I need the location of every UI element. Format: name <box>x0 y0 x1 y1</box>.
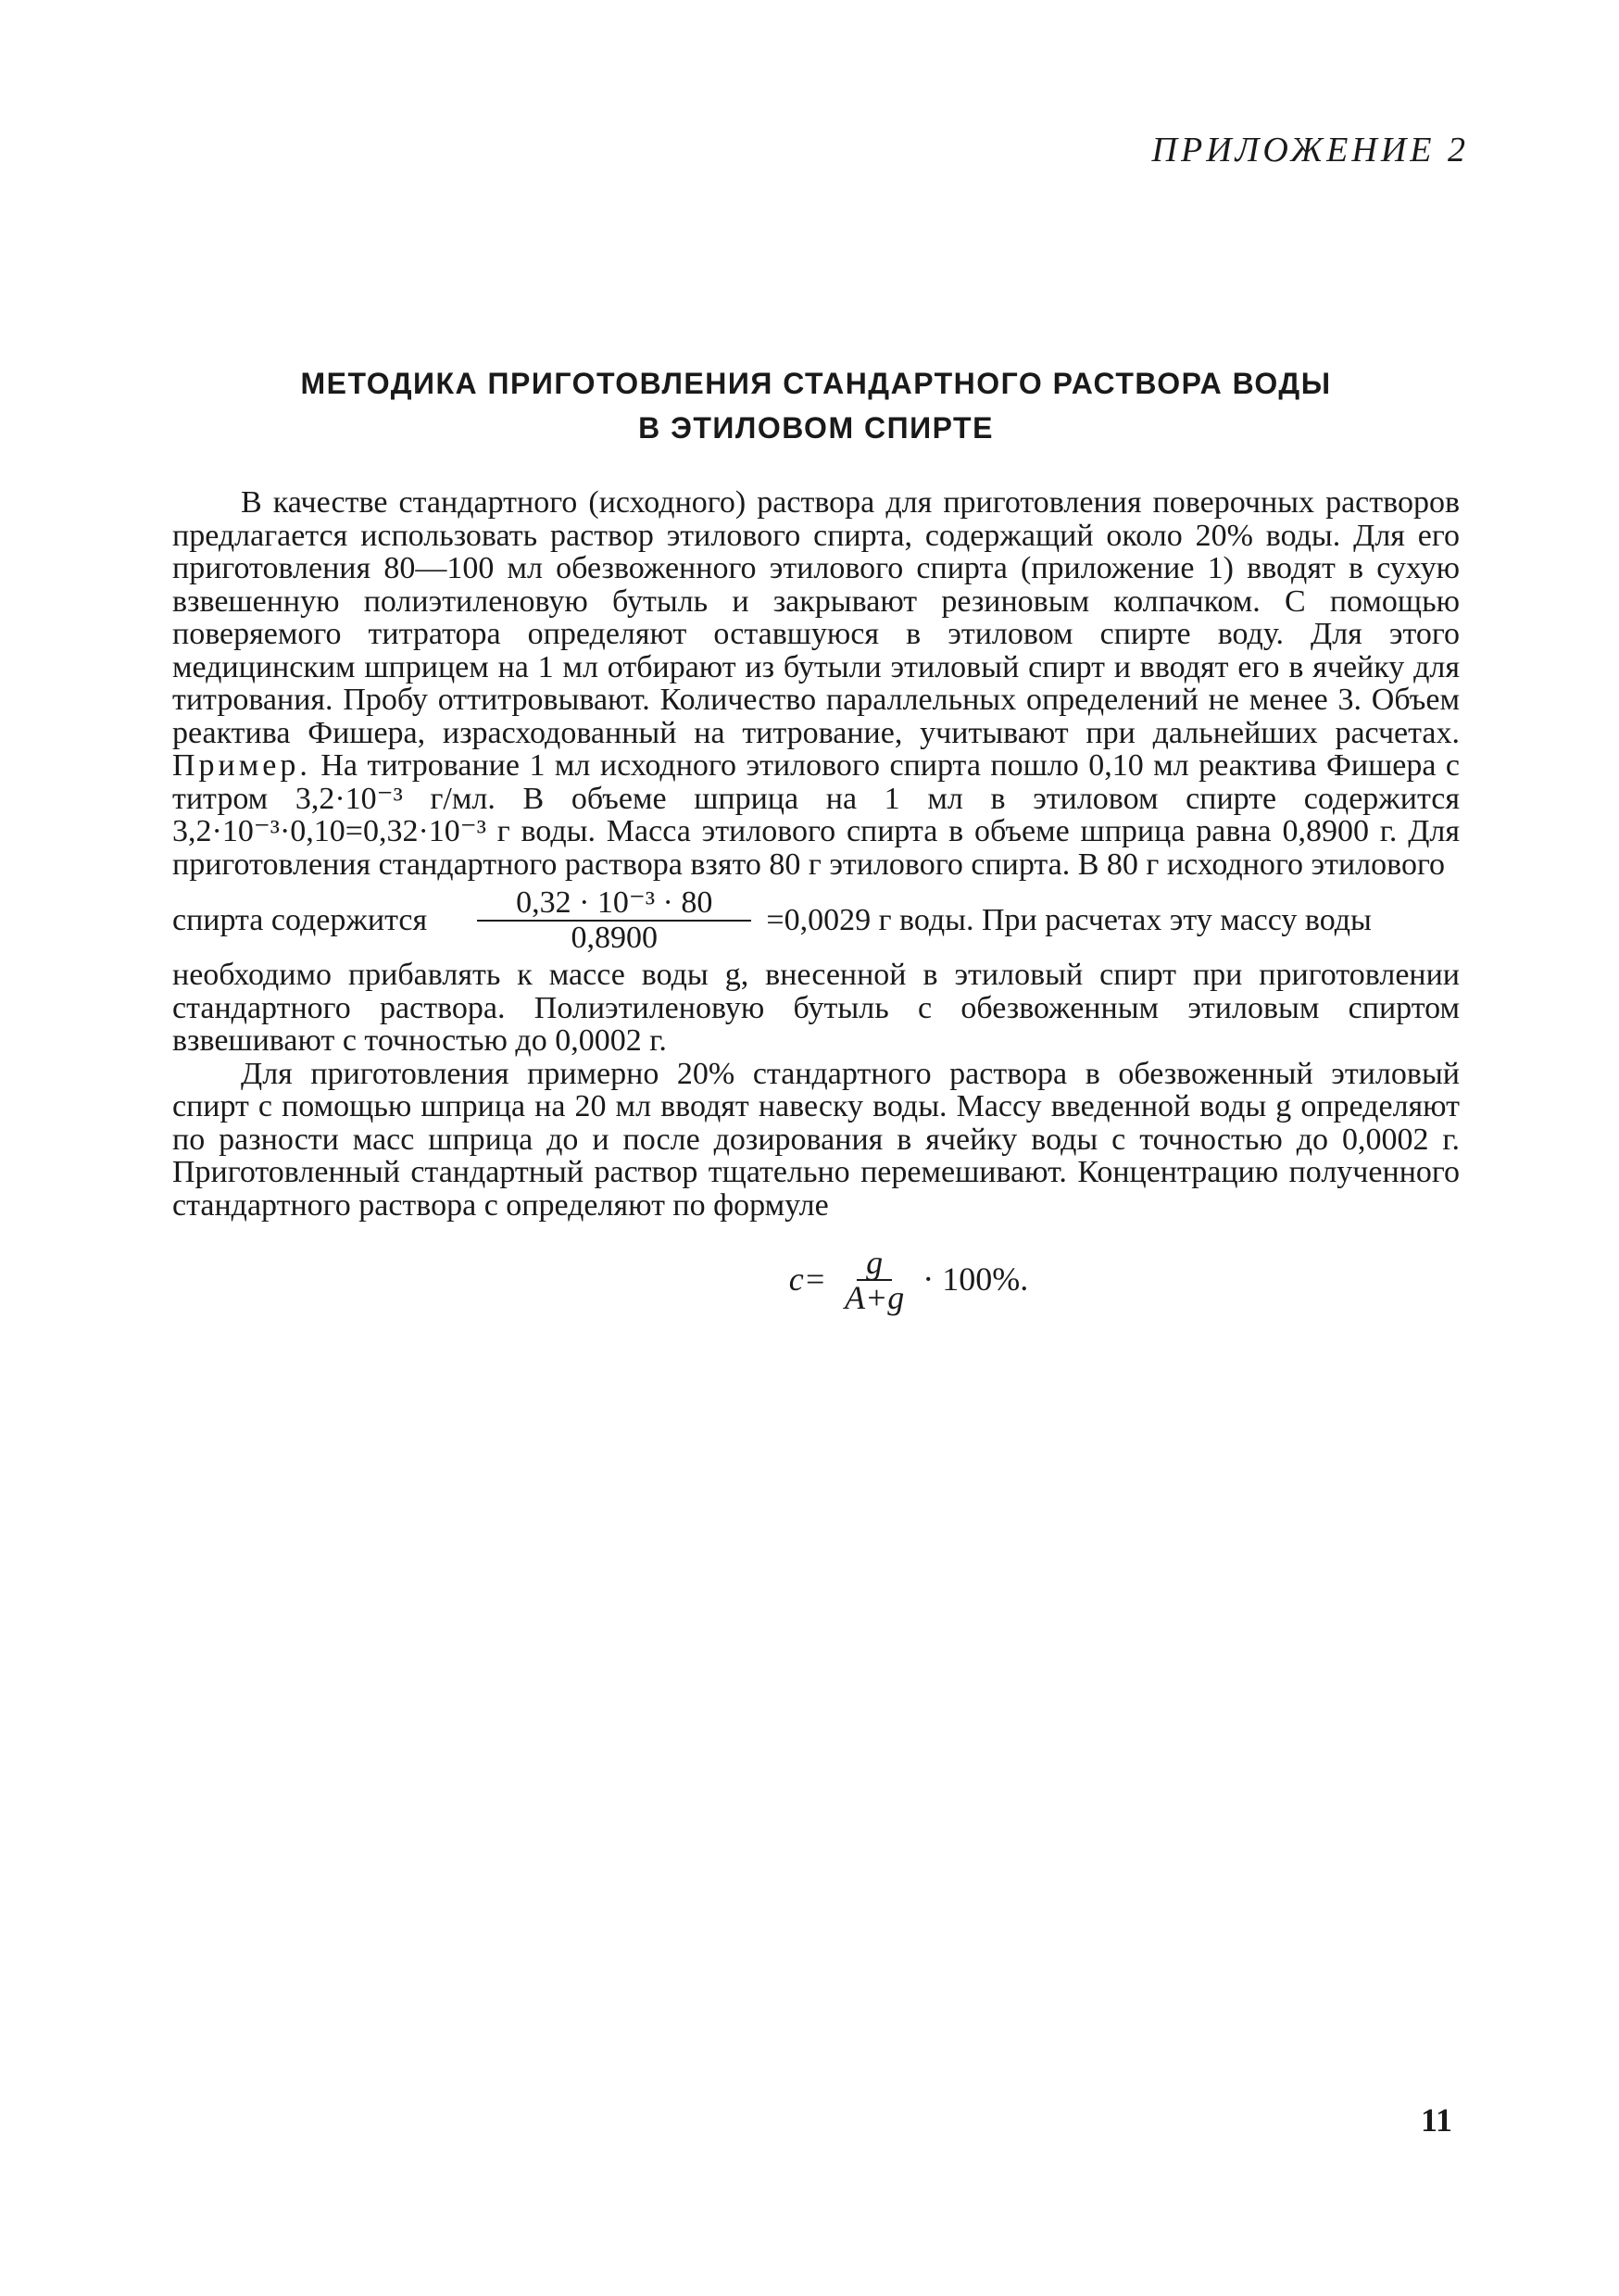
calculation-line <box>172 886 1460 955</box>
appendix-label: ПРИЛОЖЕНИЕ 2 <box>1151 131 1469 169</box>
formula-denominator: A+g <box>845 1279 905 1316</box>
calc-result: =0,0029 г воды. При расчетах эту массу воды <box>766 903 1372 938</box>
formula-lhs: c= <box>788 1261 826 1299</box>
paragraph-1-continuation: необходимо прибавлять к массе воды g, внесенной в этиловый спирт при приготовлении стандартного раствора. Полиэтиленовую бутыль с обезвоженным этиловым спиртом взвешивают с точностью до 0,0002 г. <box>172 958 1460 1058</box>
page-number: 11 <box>1420 2102 1452 2139</box>
example-label: Пример. <box>172 748 311 783</box>
calc-denominator: 0,8900 <box>571 921 658 955</box>
title-line-1: МЕТОДИКА ПРИГОТОВЛЕНИЯ СТАНДАРТНОГО РАСТВОРА ВОДЫ <box>300 367 1332 400</box>
concentration-formula <box>172 1246 1460 1314</box>
formula-fraction <box>835 1246 913 1314</box>
formula-rhs: · 100%. <box>922 1261 1029 1299</box>
example-text: На титрование 1 мл исходного этилового спирта пошло 0,10 мл реактива Фишера с титром 3,2·10⁻³ г/мл. В объеме шприца на 1 мл в этиловом спирте содержится 3,2·10⁻³·0,10=0,32·10⁻³ г воды. Масса этилового спирта в объеме шприца равна 0,8900 г. Для приготовления стандартного раствора взято 80 г этилового спирта. В 80 г исходного этилового <box>172 748 1460 882</box>
calc-prefix: спирта содержится <box>172 903 428 938</box>
document-title <box>172 361 1460 450</box>
formula-numerator: g <box>857 1246 892 1281</box>
paragraph-2: Для приготовления примерно 20% стандартного раствора в обезвоженный этиловый спирт с помощью шприца на 20 мл вводят навеску воды. Массу введенной воды g определяют по разности масс шприца до и после дозирования в ячейку воды с точностью до 0,0002 г. Приготовленный стандартный раствор тщательно перемешивают. Концентрацию полученного стандартного раствора c определяют по формуле <box>172 1056 1460 1223</box>
paragraph-1 <box>172 486 1460 881</box>
title-line-2: В ЭТИЛОВОМ СПИРТЕ <box>638 411 994 445</box>
calc-numerator: 0,32 · 10⁻³ · 80 <box>477 886 751 922</box>
paragraph-1-intro: В качестве стандартного (исходного) раствора для приготовления поверочных растворов предлагается использовать раствор этилового спирта, содержащий около 20% воды. Для его приготовления 80—100 мл обезвоженного этилового спирта (приложение 1) вводят в сухую взвешенную полиэтиленовую бутыль и закрывают резиновым колпачком. С помощью поверяемого титратора определяют оставшуюся в этиловом спирте воду. Для этого медицинским шприцем на 1 мл отбирают из бутыли этиловый спирт и вводят его в ячейку для титрования. Пробу оттитровывают. Количество параллельных определений не менее 3. Объем реактива Фишера, израсходованный на титрование, учитывают при дальнейших расчетах. <box>172 485 1460 750</box>
document-body <box>172 486 1460 1314</box>
calc-fraction <box>477 886 751 955</box>
